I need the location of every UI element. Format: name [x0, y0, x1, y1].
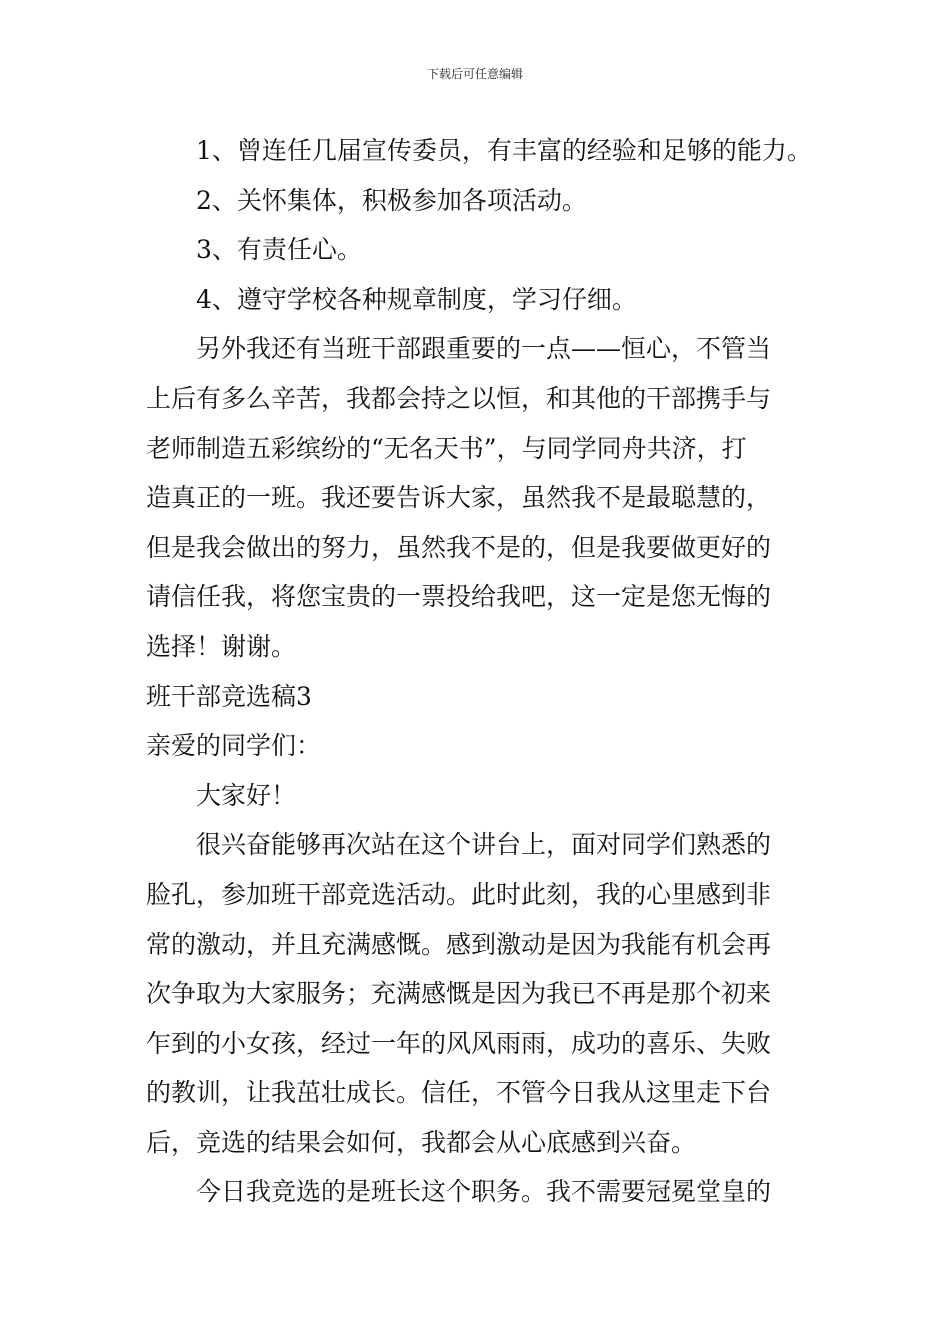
greeting: 大家好！ [196, 780, 297, 810]
paragraph-line: 但是我会做出的努力，虽然我不是的，但是我要做更好的 [146, 532, 772, 562]
paragraph-line: 请信任我，将您宝贵的一票投给我吧，这一定是您无悔的 [146, 582, 772, 612]
paragraph-line: 今日我竞选的是班长这个职务。我不需要冠冕堂皇的 [196, 1177, 772, 1207]
paragraph-line: 1、曾连任几届宣传委员，有丰富的经验和足够的能力。 [196, 136, 812, 165]
paragraph-line: 3、有责任心。 [196, 235, 362, 265]
paragraph-line: 上后有多么辛苦，我都会持之以恒，和其他的干部携手与 [146, 383, 772, 413]
paragraph-line: 脸孔，参加班干部竞选活动。此时此刻，我的心里感到非 [146, 879, 772, 909]
paragraph-line: 4、遵守学校各种规章制度，学习仔细。 [196, 284, 637, 314]
salutation: 亲爱的同学们： [146, 731, 322, 761]
paragraph-line: 乍到的小女孩，经过一年的风风雨雨，成功的喜乐、失败 [146, 1028, 772, 1058]
paragraph-line: 次争取为大家服务；充满感慨是因为我已不再是那个初来 [146, 979, 772, 1009]
paragraph-line: 常的激动，并且充满感慨。感到激动是因为我能有机会再 [146, 929, 772, 959]
paragraph-line: 很兴奋能够再次站在这个讲台上，面对同学们熟悉的 [196, 830, 772, 860]
section-title: 班干部竞选稿3 [146, 681, 312, 711]
paragraph-line: 2、关怀集体，积极参加各项活动。 [196, 185, 587, 215]
paragraph-line: 选择！谢谢。 [146, 631, 297, 661]
paragraph-line: 老师制造五彩缤纷的“无名天书”，与同学同舟共济，打 [146, 433, 747, 463]
paragraph-line: 另外我还有当班干部跟重要的一点——恒心，不管当 [196, 334, 772, 364]
paragraph-line: 造真正的一班。我还要告诉大家，虽然我不是最聪慧的， [146, 483, 772, 513]
paragraph-line: 的教训，让我茁壮成长。信任，不管今日我从这里走下台 [146, 1078, 772, 1108]
document-body [146, 126, 811, 1217]
page-header: 下载后可任意编辑 [426, 67, 523, 81]
paragraph-line: 后，竞选的结果会如何，我都会从心底感到兴奋。 [146, 1127, 697, 1157]
